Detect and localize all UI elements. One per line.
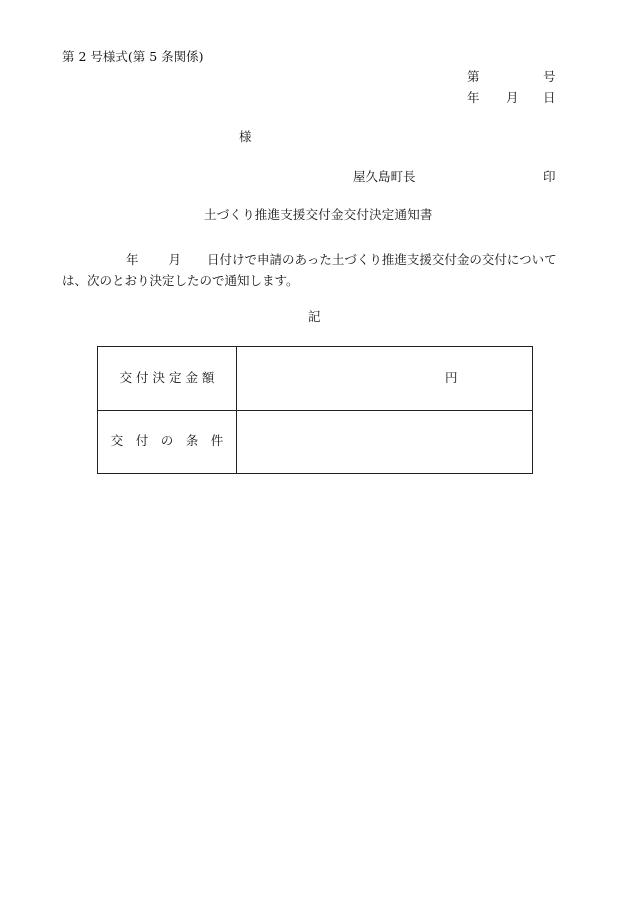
table-row: [98, 347, 532, 411]
date-year-label: 年: [467, 90, 480, 105]
body-month-label: 月: [168, 252, 182, 267]
yen-unit: 円: [445, 370, 458, 385]
ki-heading: 記: [308, 309, 321, 324]
table-row: [98, 410, 532, 473]
column-divider: [236, 410, 237, 473]
grant-amount-label: 交 付 決 定 金 額: [119, 370, 215, 385]
body-year-label: 年: [126, 252, 139, 267]
date-month-label: 月: [506, 90, 519, 105]
notice-body: [62, 249, 572, 291]
body-text: 日付けで申請のあった土づくり推進支援交付金の交付については、次のとおり決定したので通知します。: [62, 252, 557, 288]
grant-conditions-label: 交 付 の 条 件: [110, 433, 224, 448]
document-title: 土づくり推進支援交付金交付決定通知書: [204, 207, 433, 222]
date-day-label: 日: [543, 90, 556, 105]
addressee-honorific: 様: [239, 129, 252, 144]
document-number-prefix: 第: [467, 69, 480, 84]
form-number-label: 第 2 号様式(第 5 条関係): [62, 49, 204, 64]
issuer-name: 屋久島町長: [353, 169, 416, 184]
document-number-suffix: 号: [543, 69, 556, 84]
column-divider: [236, 347, 237, 410]
seal-mark: 印: [543, 169, 556, 184]
grant-table: [97, 346, 533, 474]
